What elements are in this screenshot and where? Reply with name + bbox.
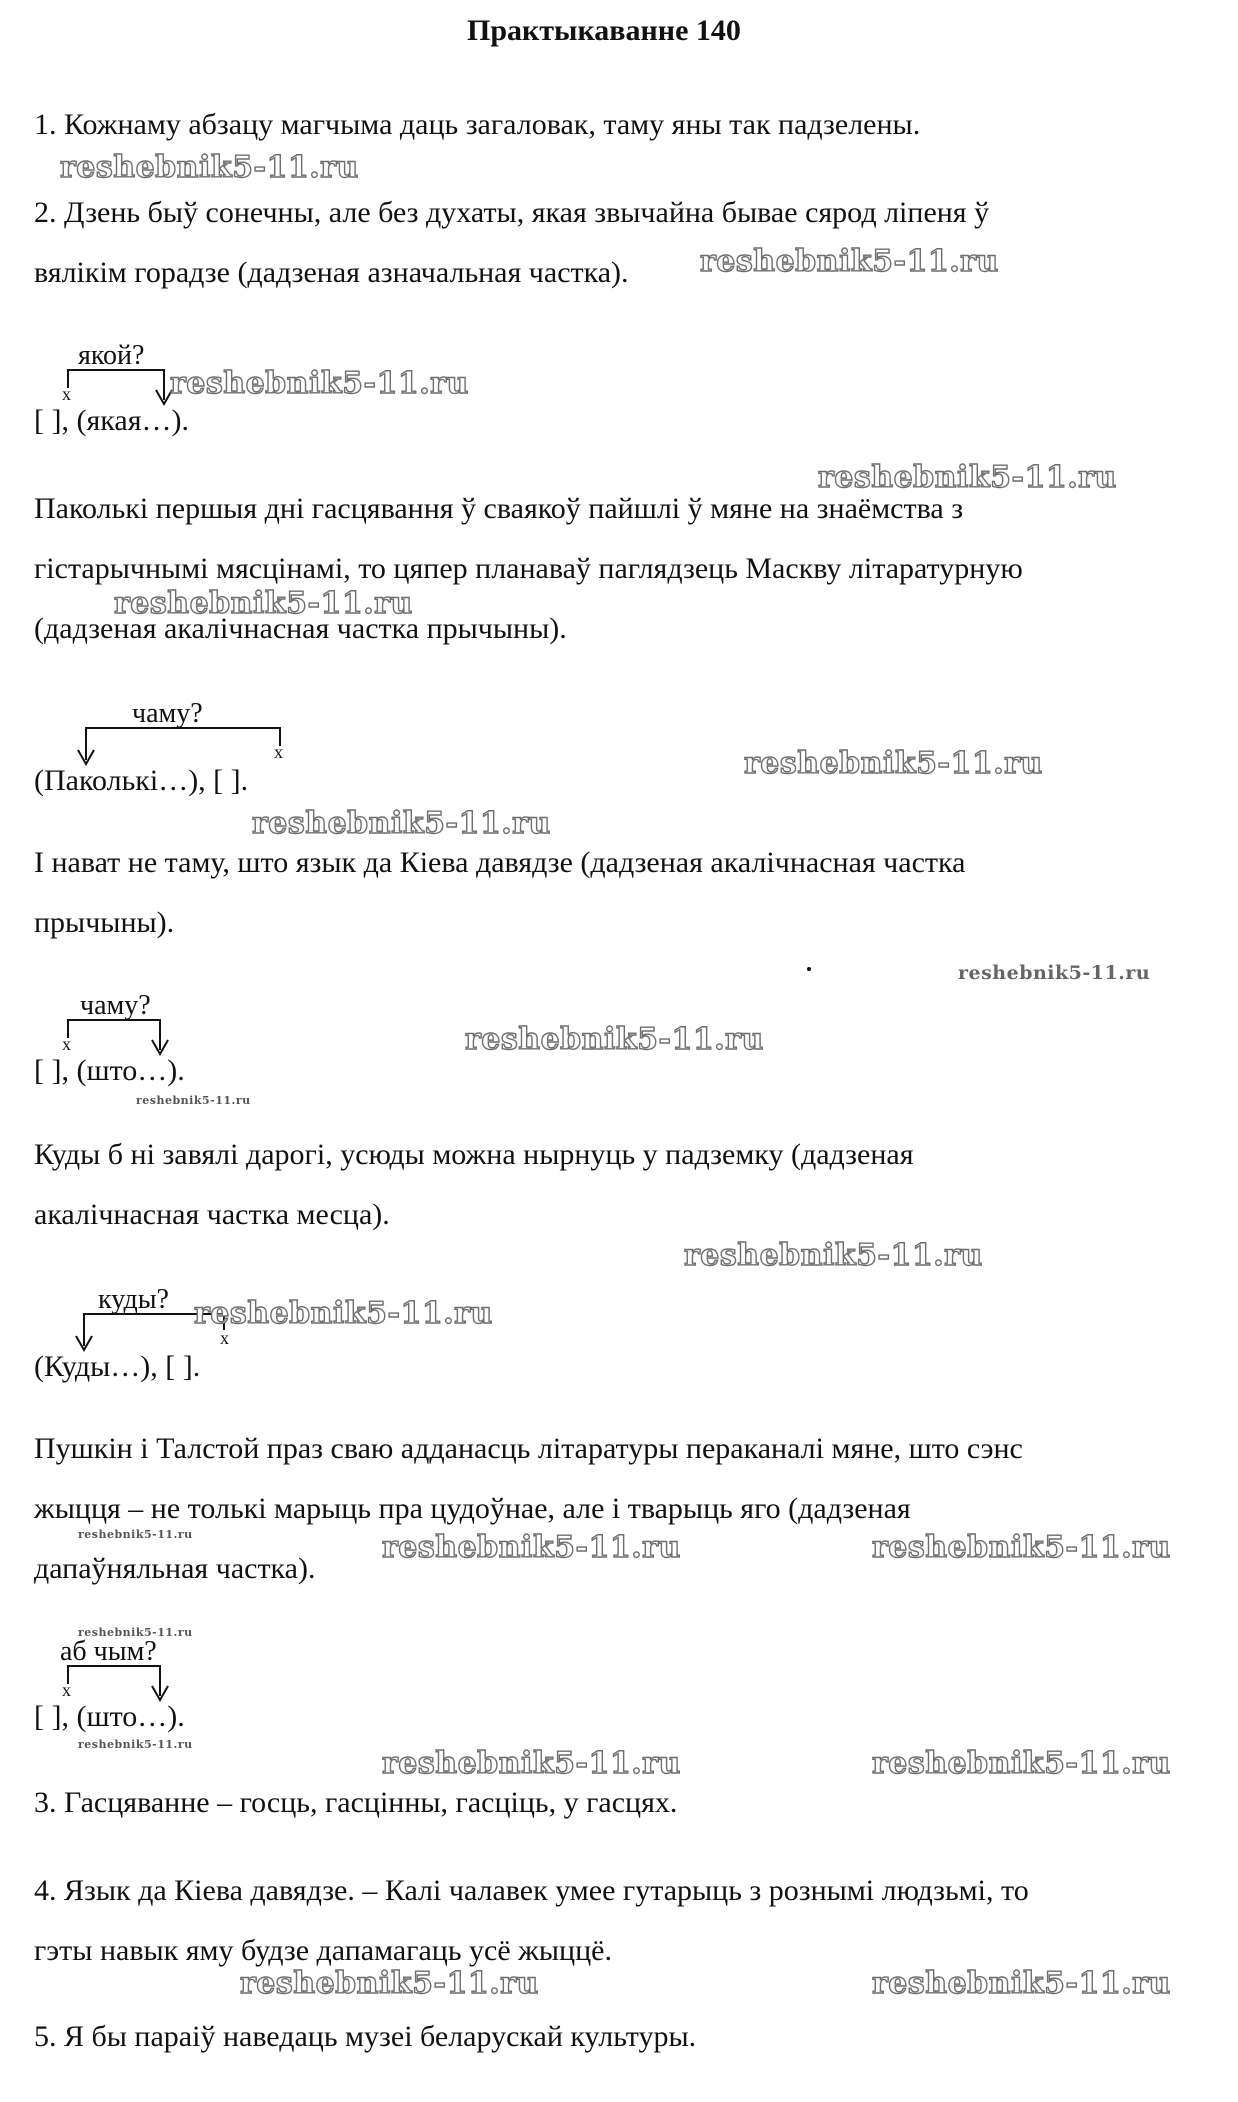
page-title: Практыкаванне 140 (467, 14, 741, 47)
watermark: reshebnik5-11.ru (78, 1738, 193, 1751)
watermark: reshebnik5-11.ru (818, 460, 1117, 495)
schema-1-x: x (62, 384, 71, 404)
watermark: reshebnik5-11.ru (700, 244, 999, 279)
schema-2-question: чаму? (132, 698, 203, 729)
watermark: reshebnik5-11.ru (114, 586, 413, 621)
answer-2c-line-2: прычыны). (34, 906, 175, 939)
answer-2b-line-3: (дадзеная акалічнасная частка прычыны). (34, 612, 567, 645)
schema-3-question: чаму? (80, 990, 151, 1021)
schema-5-x: x (62, 1680, 71, 1700)
watermark: reshebnik5-11.ru (136, 1094, 251, 1107)
watermark: reshebnik5-11.ru (78, 1528, 193, 1541)
answer-1: 1. Кожнаму абзацу магчыма даць загаловак, таму яны так падзелены. (34, 108, 921, 141)
answer-2-line-2: вялікім горадзе (дадзеная азначальная частка). (34, 256, 629, 289)
answer-2d-line-2: акалічнасная частка месца). (34, 1198, 390, 1231)
watermark: reshebnik5-11.ru (382, 1530, 681, 1565)
stray-dot (807, 967, 811, 971)
watermark: reshebnik5-11.ru (744, 746, 1043, 781)
schema-5-formula: [ ], (што…). (34, 1700, 185, 1733)
watermark: reshebnik5-11.ru (170, 366, 469, 401)
watermark: reshebnik5-11.ru (465, 1022, 764, 1057)
watermark: reshebnik5-11.ru (382, 1746, 681, 1781)
schema-4-formula: (Куды…), [ ]. (34, 1350, 201, 1383)
schema-5-question: аб чым? (60, 1636, 157, 1667)
schema-3-formula: [ ], (што…). (34, 1054, 185, 1087)
watermark: reshebnik5-11.ru (240, 1966, 539, 2001)
watermark: reshebnik5-11.ru (194, 1296, 493, 1331)
answer-2e-line-1: Пушкін і Талстой праз сваю адданасць літаратуры пераканалі мяне, што сэнс (34, 1432, 1023, 1465)
answer-2e-line-3: дапаўняльная частка). (34, 1552, 316, 1585)
schema-1-question: якой? (78, 340, 145, 371)
answer-2c-line-1: І нават не таму, што язык да Кіева давядзе (дадзеная акалічнасная частка (34, 846, 966, 879)
watermark: reshebnik5-11.ru (958, 962, 1151, 984)
schema-2 (34, 698, 354, 818)
answer-2b-line-1: Паколькі першыя дні гасцявання ў сваякоў пайшлі ў мяне на знаёмства з (34, 492, 964, 525)
answer-4-line-1: 4. Язык да Кіева давядзе. – Калі чалавек умее гутарыць з рознымі людзьмі, то (34, 1874, 1029, 1907)
watermark: reshebnik5-11.ru (872, 1530, 1171, 1565)
schema-2-formula: (Паколькі…), [ ]. (34, 764, 249, 797)
watermark: reshebnik5-11.ru (872, 1746, 1171, 1781)
answer-4-line-2: гэты навык яму будзе дапамагаць усё жыццё. (34, 1934, 612, 1967)
answer-2b-line-2: гістарычнымі мясцінамі, то цяпер планаваў паглядзець Маскву літаратурную (34, 552, 1023, 585)
answer-2-line-1: 2. Дзень быў сонечны, але без духаты, якая звычайна бывае сярод ліпеня ў (34, 196, 990, 229)
watermark: reshebnik5-11.ru (252, 806, 551, 841)
watermark: reshebnik5-11.ru (684, 1238, 983, 1273)
schema-3-x: x (62, 1034, 71, 1054)
schema-4-question: куды? (98, 1284, 169, 1315)
schema-3 (34, 990, 354, 1110)
answer-5: 5. Я бы параіў наведаць музеі беларускай культуры. (34, 2020, 697, 2053)
answer-2e-line-2: жыцця – не толькі марыць пра цудоўнае, але і тварыць яго (дадзеная (34, 1492, 911, 1525)
watermark: reshebnik5-11.ru (78, 1626, 193, 1639)
watermark: reshebnik5-11.ru (872, 1966, 1171, 2001)
schema-2-x: x (274, 742, 283, 762)
watermark: reshebnik5-11.ru (60, 150, 359, 185)
answer-3: 3. Гасцяванне – госць, гасцінны, гасціць, у гасцях. (34, 1786, 678, 1819)
schema-4-x: x (220, 1328, 229, 1348)
answer-2d-line-1: Куды б ні завялі дарогі, усюды можна нырнуць у падземку (дадзеная (34, 1138, 914, 1171)
schema-1-formula: [ ], (якая…). (34, 404, 189, 437)
